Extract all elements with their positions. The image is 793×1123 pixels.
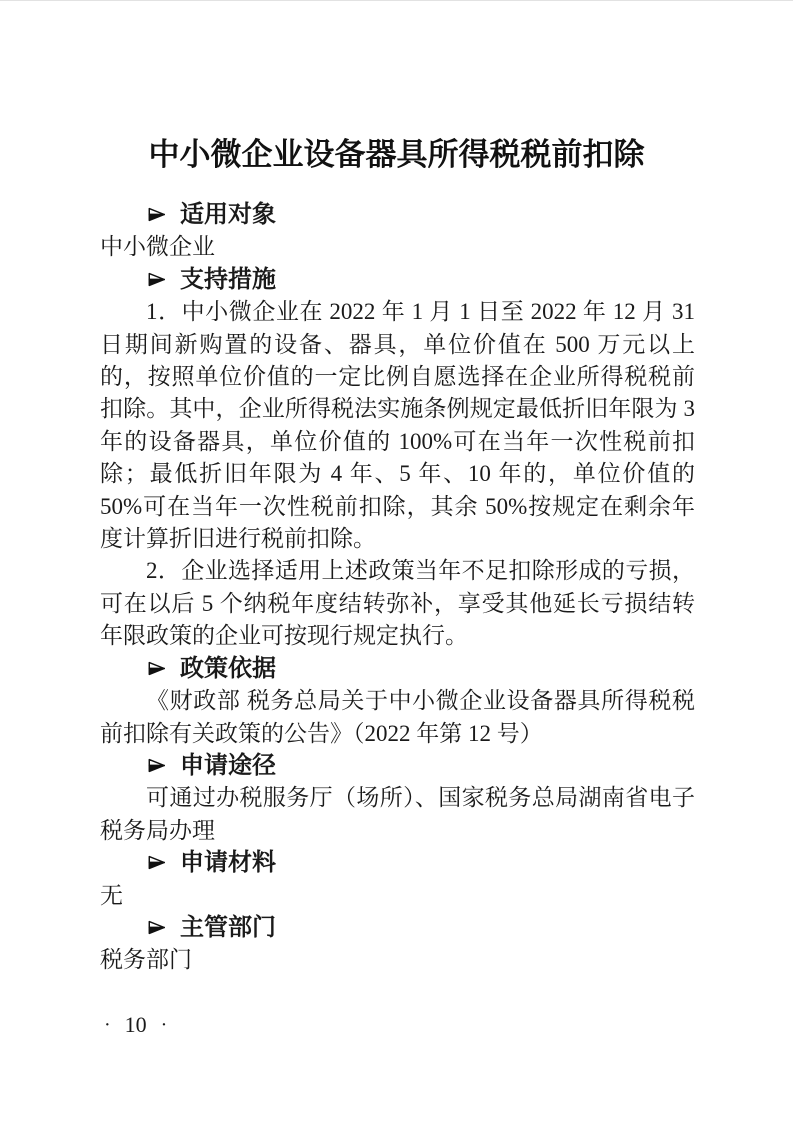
arrow-bullet-icon [147,854,167,871]
document-body [100,199,695,977]
section-heading-label: 政策依据 [180,654,276,682]
arrow-bullet-icon [147,271,167,288]
arrow-bullet-icon [147,660,167,677]
section-heading-label: 主管部门 [180,913,276,941]
section-heading [100,750,695,782]
paragraph: 税务部门 [100,947,192,973]
section-heading [100,847,695,879]
section-heading [100,199,695,231]
paragraph: 1．中小微企业在 2022 年 1 月 1 日至 2022 年 12 月 31 日期间新购置的设备、器具，单位价值在 500 万元以上的，按照单位价值的一定比例自愿选择在企业所得税税前扣除。其中，企业所得税法实施条例规定最低折旧年限为 3 年的设备器具，单位价值的 100%可在当年一次性税前扣除；最低折旧年限为 4 年、5 年、10 年的，单位价值的 50%可在当年一次性税前扣除，其余 50%按规定在剩余年度计算折旧进行税前扣除。 [100,299,695,552]
section-heading-label: 申请材料 [180,849,276,877]
page-footer [104,1010,167,1040]
paragraph: 可通过办税服务厅（场所）、国家税务总局湖南省电子税务局办理 [100,785,695,843]
arrow-bullet-icon [147,757,167,774]
paragraph: 2．企业选择适用上述政策当年不足扣除形成的亏损，可在以后 5 个纳税年度结转弥补，享受其他延长亏损结转年限政策的企业可按现行规定执行。 [100,558,695,649]
section-heading [100,653,695,685]
footer-dot-left: · [104,1014,111,1036]
footer-dot-right: · [160,1014,168,1036]
paragraph: 无 [100,882,123,908]
section-heading [100,912,695,944]
section-heading-label: 支持措施 [180,265,276,293]
paragraph: 中小微企业 [100,234,215,260]
section-heading-label: 适用对象 [180,201,276,228]
page-title: 中小微企业设备器具所得税税前扣除 [148,137,645,172]
section-heading-label: 申请途径 [180,751,276,779]
page-number: 10 [124,1012,147,1037]
paragraph: 《财政部 税务总局关于中小微企业设备器具所得税税前扣除有关政策的公告》（2022 年第 12 号） [100,688,695,746]
arrow-bullet-icon [147,919,167,936]
section-heading [100,264,695,296]
arrow-bullet-icon [147,206,167,223]
